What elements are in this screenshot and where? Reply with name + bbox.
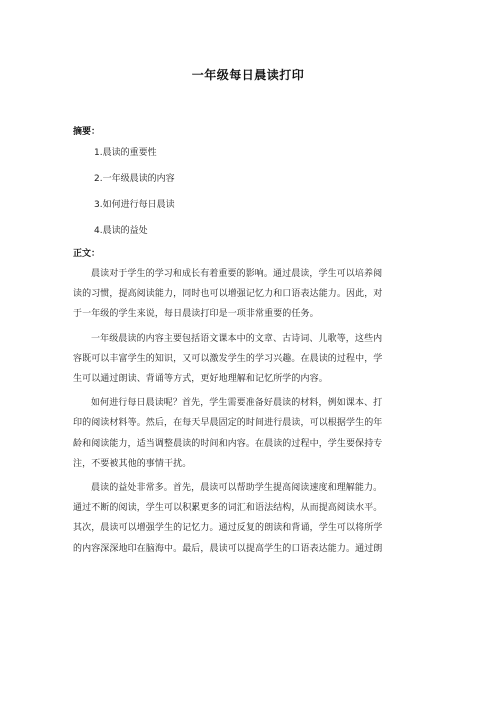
abstract-list xyxy=(94,140,175,244)
body-label: 正文： xyxy=(73,249,101,259)
abstract-item: 1.晨读的重要性 xyxy=(94,148,157,158)
abstract-item: 4.晨读的益处 xyxy=(94,226,148,236)
body-text xyxy=(73,264,423,563)
text-line: 晨读对于学生的学习和成长有着重要的影响。通过晨读，学生可以培养阅 xyxy=(91,269,383,279)
text-line: 其次，晨读可以增强学生的记忆力。通过反复的朗读和背诵，学生可以将所学 xyxy=(73,523,383,534)
text-line: 读的习惯，提高阅读能力，同时也可以增强记忆力和口语表达能力。因此，对 xyxy=(73,289,383,300)
paragraph xyxy=(73,264,423,325)
text-line: 龄和阅读能力，适当调整晨读的时间和内容。在晨读的过程中，学生要保持专 xyxy=(73,438,383,449)
text-line: 印的阅读材料等。然后，在每天早晨固定的时间进行晨读，可以根据学生的年 xyxy=(73,418,383,429)
text-line: 的内容深深地印在脑海中。最后，晨读可以提高学生的口语表达能力。通过朗 xyxy=(73,543,383,554)
text-line: 注，不要被其他的事情干扰。 xyxy=(73,458,192,469)
paragraph xyxy=(73,393,423,474)
text-line: 晨读的益处非常多。首先，晨读可以帮助学生提高阅读速度和理解能力。 xyxy=(91,483,383,494)
abstract-item: 3.如何进行每日晨读 xyxy=(94,200,175,210)
text-line: 通过不断的阅读，学生可以积累更多的词汇和语法结构，从而提高阅读水平。 xyxy=(73,503,383,514)
abstract-item: 2.一年级晨读的内容 xyxy=(94,174,175,184)
text-line: 一年级晨读的内容主要包括语文课本中的文章、古诗词、儿歌等，这些内 xyxy=(91,333,383,344)
document-title: 一年级每日晨读打印 xyxy=(191,68,305,82)
text-line: 于一年级的学生来说，每日晨读打印是一项非常重要的任务。 xyxy=(73,309,319,320)
paragraph xyxy=(73,478,423,559)
abstract-label: 摘要： xyxy=(73,127,101,137)
paragraph xyxy=(73,329,423,390)
text-line: 容既可以丰富学生的知识，又可以激发学生的学习兴趣。在晨读的过程中，学 xyxy=(73,353,383,364)
text-line: 如何进行每日晨读呢？首先，学生需要准备好晨读的材料，例如课本、打 xyxy=(91,398,383,409)
text-line: 生可以通过朗读、背诵等方式，更好地理解和记忆所学的内容。 xyxy=(73,374,328,385)
